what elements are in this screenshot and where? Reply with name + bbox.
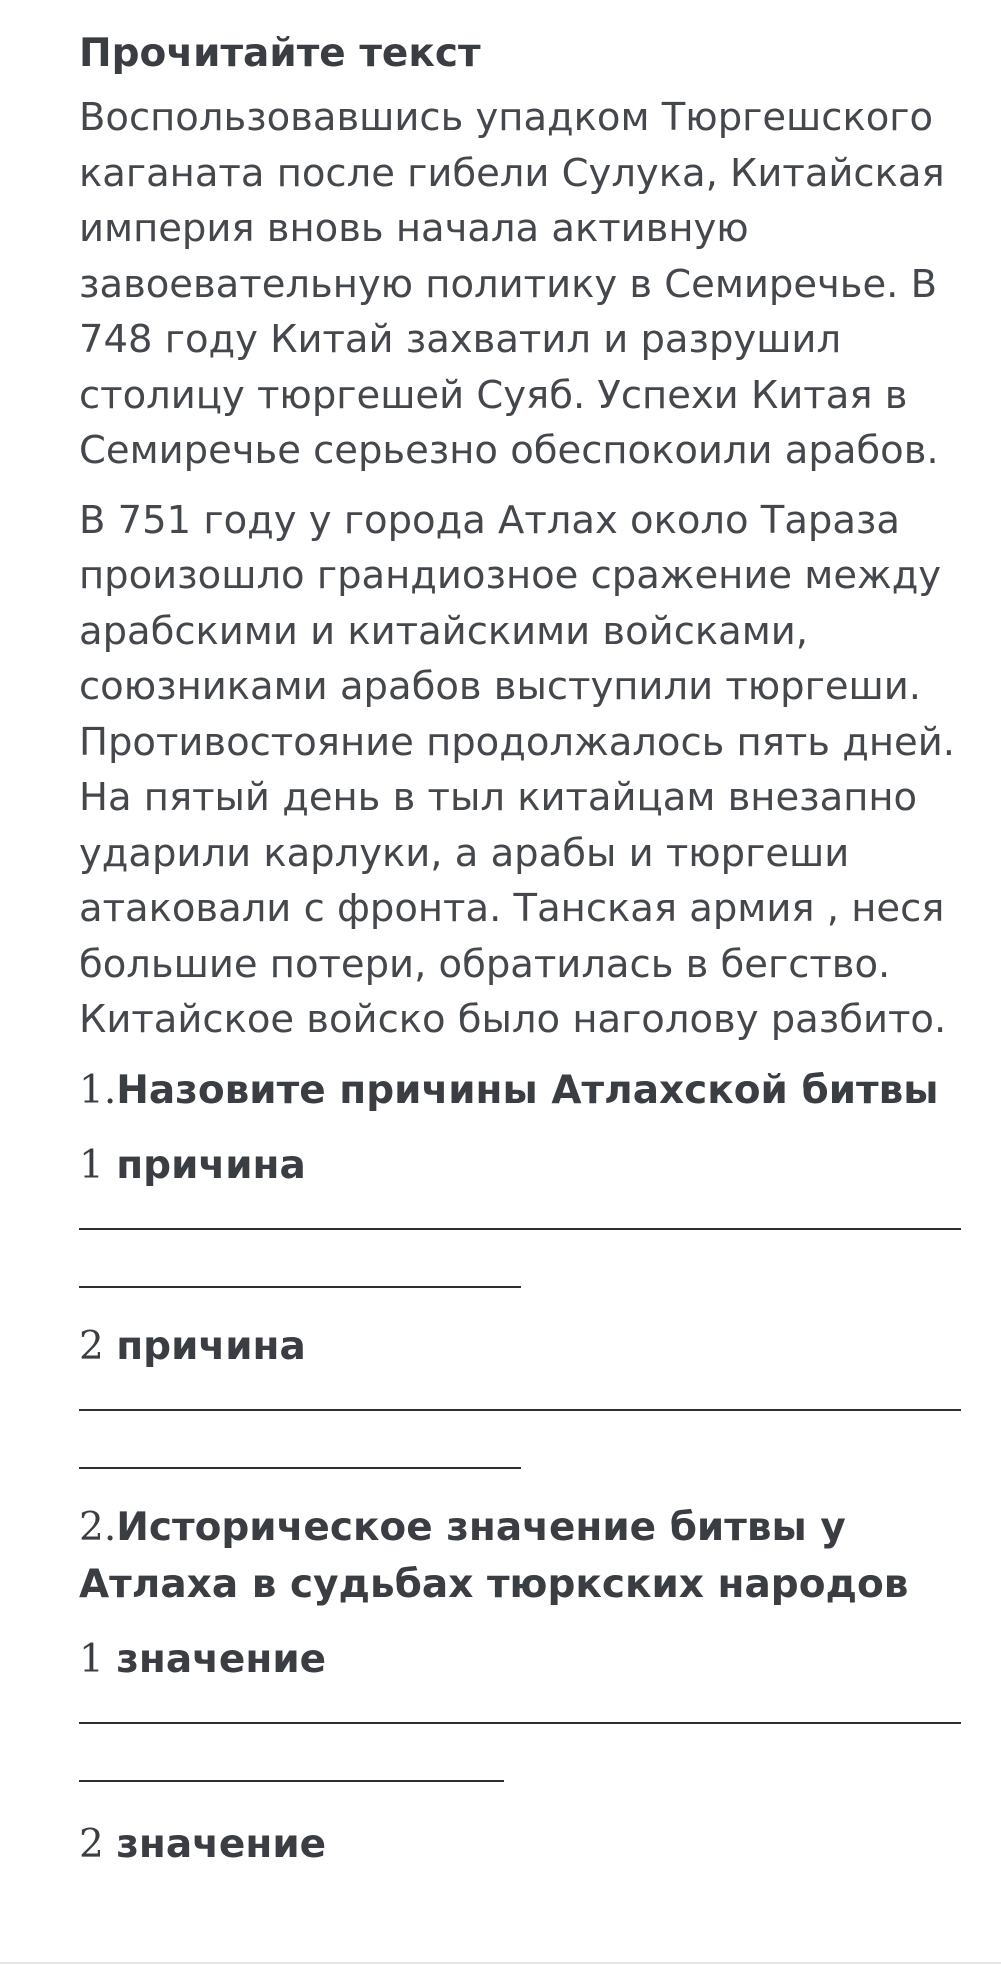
item-number: 2	[79, 1821, 104, 1867]
item-number: 2	[79, 1323, 104, 1369]
item-word: причина	[116, 1323, 306, 1369]
answer-line[interactable]	[79, 1286, 521, 1288]
question-1-number: 1.	[79, 1067, 117, 1113]
question-1-item-2-label	[79, 1318, 959, 1375]
question-1-item-1-label	[79, 1137, 959, 1194]
answer-line[interactable]	[79, 1780, 504, 1782]
answer-line[interactable]	[79, 1722, 961, 1724]
item-number: 1	[79, 1142, 104, 1188]
answer-line[interactable]	[79, 1467, 521, 1469]
question-2-number: 2.	[79, 1504, 117, 1550]
question-1-text: Назовите причины Атлахской битвы	[116, 1067, 939, 1113]
answer-line[interactable]	[79, 1228, 961, 1230]
answer-line[interactable]	[79, 1409, 961, 1411]
question-1	[79, 1062, 959, 1119]
question-2-text: Историческое значение битвы у Атлаха в судьбах тюркских народов	[79, 1504, 909, 1607]
item-number: 1	[79, 1636, 104, 1682]
text-paragraph-1: Воспользовавшись упадком Тюргешского каганата после гибели Сулука, Китайская империя вновь начала активную завоевательную политику в Семиречье. В 748 году Китай захватил и разрушил столицу тюргешей Суяб. Успехи Китая в Семиречье серьезно обеспокоили арабов.	[79, 95, 945, 473]
item-word: причина	[116, 1142, 306, 1188]
question-2-item-2-label	[79, 1816, 959, 1873]
item-word: значение	[116, 1821, 327, 1867]
text-paragraph-2: В 751 году у города Атлах около Тараза произошло грандиозное сражение между арабскими и китайскими войсками, союзниками арабов выступили тюргеши. Противостояние продолжалось пять дней. На пятый день в тыл китайцам внезапно ударили карлуки, а арабы и тюргеши атаковали с фронта. Танская армия , неся большие потери, обратилась в бегство. Китайское войско было наголову разбито.	[79, 497, 955, 1042]
question-2-item-1-label	[79, 1631, 959, 1688]
page-title: Прочитайте текст	[79, 31, 481, 76]
worksheet	[79, 24, 959, 1895]
bottom-divider	[0, 1962, 1001, 1964]
question-2	[79, 1499, 959, 1613]
item-word: значение	[116, 1636, 327, 1682]
